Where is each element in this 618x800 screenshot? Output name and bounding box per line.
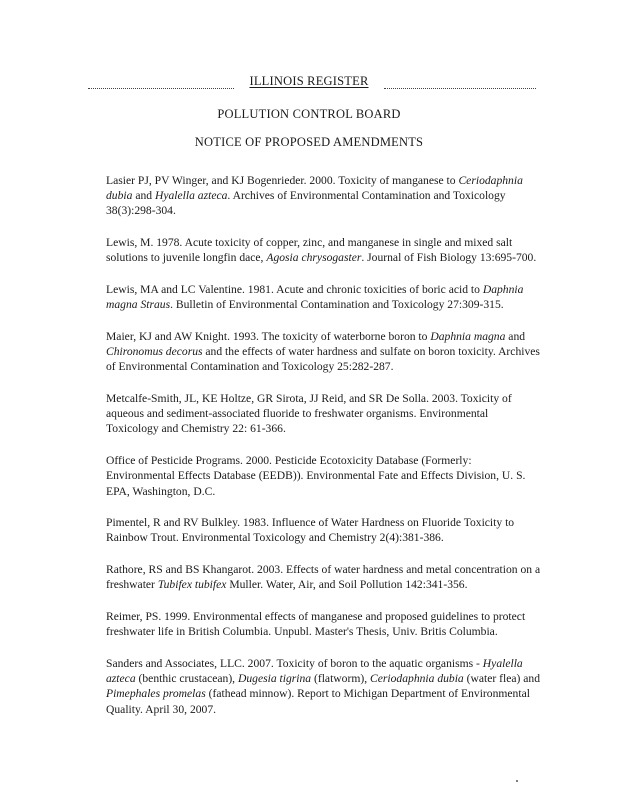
reference-entry (106, 391, 542, 437)
reference-entry (106, 656, 542, 717)
species-name: Daphnia magna Straus (106, 283, 524, 312)
reference-text: (fathead minnow). Report to Michigan Department of Environmental Quality. April 30, 2007. (106, 687, 530, 716)
reference-text: . Bulletin of Environmental Contamination and Toxicology 27:309-315. (170, 298, 504, 312)
reference-text: Rathore, RS and BS Khangarot. 2003. Effects of water hardness and metal concentration on a freshwater (106, 563, 541, 592)
reference-text: Maier, KJ and AW Knight. 1993. The toxicity of waterborne boron to (106, 329, 431, 343)
reference-text: Lasier PJ, PV Winger, and KJ Bogenrieder. 2000. Toxicity of manganese to (106, 174, 459, 187)
reference-text: Lewis, M. 1978. Acute toxicity of copper, zinc, and manganese in single and mixed salt solutions to juvenile longfin dace, (106, 236, 513, 265)
reference-text: and (505, 329, 526, 343)
reference-text: Lewis, MA and LC Valentine. 1981. Acute and chronic toxicities of boric acid to (106, 283, 483, 297)
reference-entry (106, 515, 542, 545)
reference-text: (flatworm), (311, 672, 371, 686)
header-rule-right (384, 88, 536, 89)
reference-list (106, 173, 542, 733)
reference-text: . Archives of Environmental Contamination and Toxicology 38(3):298-304. (106, 189, 506, 218)
board-title: POLLUTION CONTROL BOARD (217, 107, 401, 121)
reference-entry (106, 329, 542, 375)
reference-text: and (132, 189, 155, 203)
reference-text: Sanders and Associates, LLC. 2007. Toxicity of boron to the aquatic organisms - (106, 656, 483, 670)
notice-title: NOTICE OF PROPOSED AMENDMENTS (194, 135, 424, 149)
species-name: Daphnia magna (430, 329, 506, 343)
reference-entry (106, 562, 542, 592)
reference-text: Pimentel, R and RV Bulkley. 1983. Influence of Water Hardness on Fluoride Toxicity to Rainbow Trout. Environmental Toxicology and Chemistry 2(4):381-386. (106, 516, 515, 545)
reference-text: Reimer, PS. 1999. Environmental effects of manganese and proposed guidelines to protect freshwater life in British Columbia. Unpubl. Master's Thesis, Univ. Britis Columbia. (106, 610, 526, 639)
reference-text: (benthic crustacean), (135, 672, 238, 686)
reference-text: (water flea) and (463, 672, 541, 686)
reference-text: Metcalfe-Smith, JL, KE Holtze, GR Sirota, JJ Reid, and SR De Solla. 2003. Toxicity of aqueous and sediment-associated fluoride to freshwater organisms. Environmental Toxicology and Chemistry 22: 61-366. (106, 392, 512, 436)
reference-text: Muller. Water, Air, and Soil Pollution 142:341-356. (226, 578, 468, 592)
reference-entry (106, 453, 542, 499)
register-title: ILLINOIS REGISTER (249, 74, 369, 88)
species-name: Ceriodaphnia dubia (370, 672, 464, 686)
page-speck (516, 780, 518, 782)
reference-entry (106, 609, 542, 639)
reference-text: and the effects of water hardness and sulfate on boron toxicity. Archives of Environmental Contamination and Toxicology 25:282-287. (106, 345, 540, 374)
species-name: Hyalella azteca (154, 189, 228, 203)
species-name: Ceriodaphnia dubia (106, 174, 523, 203)
reference-text: . Journal of Fish Biology 13:695-700. (361, 251, 537, 265)
reference-entry (106, 282, 542, 312)
species-name: Chironomus decorus (106, 345, 203, 359)
species-name: Agosia chrysogaster (266, 251, 362, 265)
species-name: Tubifex tubifex (157, 578, 227, 592)
species-name: Pimephales promelas (106, 687, 206, 701)
reference-entry (106, 173, 542, 219)
reference-text: Office of Pesticide Programs. 2000. Pesticide Ecotoxicity Database (Formerly: Environmental Effects Database (EEDB)). Environmental Fate and Effects Division, U. S. EPA, Washington, D.C. (106, 454, 526, 498)
species-name: Hyalella azteca (106, 656, 523, 686)
reference-entry (106, 235, 542, 265)
species-name: Dugesia tigrina (237, 672, 312, 686)
